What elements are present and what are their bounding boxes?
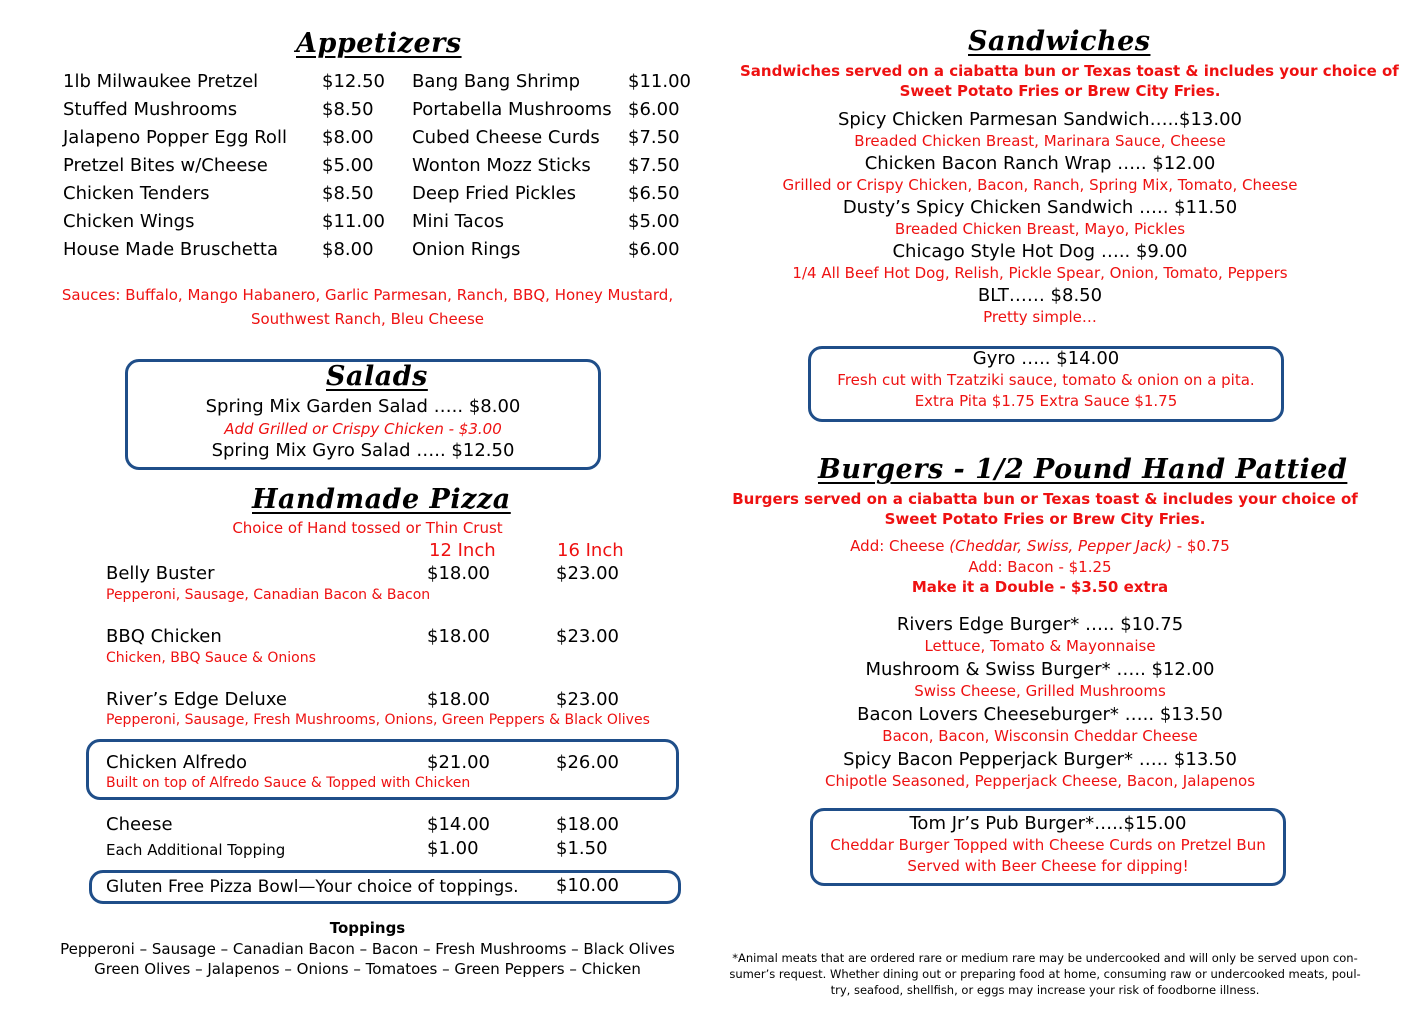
sauces-note — [40, 283, 695, 331]
menu-item: Jalapeno Popper Egg Roll — [63, 127, 287, 148]
add-cheese-label: Add: Cheese — [850, 537, 950, 555]
sandwich-list — [740, 109, 1340, 329]
sandwich-desc: Grilled or Crispy Chicken, Bacon, Ranch, Spring Mix, Tomato, Cheese — [782, 176, 1298, 194]
pizza-price-16: $23.00 — [556, 563, 619, 584]
add-cheese — [740, 537, 1340, 555]
pizza-crust-note: Choice of Hand tossed or Thin Crust — [232, 519, 503, 537]
pub-burger-desc: Served with Beer Cheese for dipping! — [907, 857, 1189, 875]
pizza-price-12: $18.00 — [427, 626, 490, 647]
sandwiches-note-line: Sandwiches served on a ciabatta bun or Texas toast & includes your choice of — [740, 62, 1399, 80]
menu-item-price: $8.00 — [322, 127, 374, 148]
menu-item: Stuffed Mushrooms — [63, 99, 238, 120]
burger-list — [740, 614, 1340, 794]
menu-item: Wonton Mozz Sticks — [412, 155, 591, 176]
burgers-note-line: Sweet Potato Fries or Brew City Fries. — [884, 510, 1206, 528]
menu-item: 1lb Milwaukee Pretzel — [63, 71, 259, 92]
burgers-note-line: Burgers served on a ciabatta bun or Texas toast & includes your choice of — [732, 490, 1358, 508]
burger-desc: Swiss Cheese, Grilled Mushrooms — [914, 682, 1166, 700]
burger-desc: Lettuce, Tomato & Mayonnaise — [924, 637, 1156, 655]
menu-item-price: $6.00 — [628, 239, 680, 260]
pizza-size-12: 12 Inch — [429, 540, 496, 561]
menu-item: Chicken Tenders — [63, 183, 210, 204]
menu-item: Portabella Mushrooms — [412, 99, 612, 120]
appetizers-heading: Appetizers — [296, 28, 462, 59]
pizza-item-name: BBQ Chicken — [106, 626, 222, 647]
toppings-line: Green Olives – Jalapenos – Onions – Tomatoes – Green Peppers – Chicken — [94, 960, 641, 978]
burger-desc: Chipotle Seasoned, Pepperjack Cheese, Bacon, Jalapenos — [824, 772, 1256, 790]
sandwich-item: Spicy Chicken Parmesan Sandwich…..$13.00 — [837, 109, 1243, 130]
menu-item-price: $11.00 — [322, 211, 385, 232]
add-bacon: Add: Bacon - $1.25 — [968, 558, 1112, 576]
gyro-item: Gyro ….. $14.00 — [972, 348, 1120, 369]
sandwich-desc: Breaded Chicken Breast, Marinara Sauce, Cheese — [854, 132, 1226, 150]
salads-heading: Salads — [326, 361, 428, 392]
menu-item-price: $8.50 — [322, 183, 374, 204]
pizza-item-desc: Pepperoni, Sausage, Fresh Mushrooms, Onions, Green Peppers & Black Olives — [106, 712, 650, 728]
pizza-price-12: $18.00 — [427, 563, 490, 584]
add-cheese-price: - $0.75 — [1171, 537, 1230, 555]
menu-item-price: $11.00 — [628, 71, 691, 92]
burger-item: Rivers Edge Burger* ….. $10.75 — [896, 614, 1184, 635]
pizza-item-name: Belly Buster — [106, 563, 215, 584]
sandwich-item: Chicago Style Hot Dog ….. $9.00 — [892, 241, 1188, 262]
salad-item: Spring Mix Gyro Salad ….. $12.50 — [211, 440, 515, 461]
pizza-price-16: $26.00 — [556, 752, 619, 773]
gyro-desc: Fresh cut with Tzatziki sauce, tomato & onion on a pita. — [837, 371, 1255, 389]
menu-item-price: $5.00 — [322, 155, 374, 176]
pizza-cheese-name: Cheese — [106, 814, 173, 835]
burgers-note — [720, 489, 1370, 529]
pizza-size-16: 16 Inch — [557, 540, 624, 561]
menu-item-price: $6.50 — [628, 183, 680, 204]
add-cheese-options: (Cheddar, Swiss, Pepper Jack) — [949, 537, 1172, 555]
menu-item-price: $8.50 — [322, 99, 374, 120]
sandwich-item: BLT…… $8.50 — [977, 285, 1103, 306]
pub-burger-item: Tom Jr’s Pub Burger*…..$15.00 — [909, 813, 1187, 834]
menu-item-price: $8.00 — [322, 239, 374, 260]
gyro-block — [808, 348, 1284, 413]
make-double: Make it a Double - $3.50 extra — [911, 578, 1169, 596]
sauces-line: Southwest Ranch, Bleu Cheese — [250, 310, 485, 328]
pizza-price-16: $18.00 — [556, 814, 619, 835]
sandwiches-heading: Sandwiches — [968, 26, 1151, 57]
pizza-price-12: $14.00 — [427, 814, 490, 835]
pub-burger-desc: Cheddar Burger Topped with Cheese Curds on Pretzel Bun — [830, 836, 1266, 854]
gyro-extras: Extra Pita $1.75 Extra Sauce $1.75 — [914, 392, 1178, 410]
burgers-heading: Burgers - 1/2 Pound Hand Pattied — [818, 454, 1348, 485]
toppings-line: Pepperoni – Sausage – Canadian Bacon – Bacon – Fresh Mushrooms – Black Olives — [60, 940, 675, 958]
sandwich-desc: 1/4 All Beef Hot Dog, Relish, Pickle Spear, Onion, Tomato, Peppers — [792, 264, 1288, 282]
burger-desc: Bacon, Bacon, Wisconsin Cheddar Cheese — [882, 727, 1198, 745]
pizza-item-name: Chicken Alfredo — [106, 752, 248, 773]
burger-item: Mushroom & Swiss Burger* ….. $12.00 — [865, 659, 1215, 680]
disclaimer-line: try, seafood, shellfish, or eggs may increase your risk of foodborne illness. — [830, 983, 1260, 997]
sauces-line: Sauces: Buffalo, Mango Habanero, Garlic Parmesan, Ranch, BBQ, Honey Mustard, — [61, 286, 674, 304]
menu-item: Onion Rings — [412, 239, 521, 260]
sandwich-item: Dusty’s Spicy Chicken Sandwich ….. $11.50 — [842, 197, 1238, 218]
pizza-price-12: $18.00 — [427, 689, 490, 710]
toppings-title: Toppings — [329, 919, 406, 937]
salad-addon: Add Grilled or Crispy Chicken - $3.00 — [224, 420, 502, 438]
pizza-item-desc: Chicken, BBQ Sauce & Onions — [106, 650, 316, 666]
sandwiches-note-line: Sweet Potato Fries or Brew City Fries. — [899, 82, 1221, 100]
pizza-heading: Handmade Pizza — [252, 484, 511, 515]
gluten-free-name: Gluten Free Pizza Bowl—Your choice of toppings. — [106, 877, 519, 897]
menu-item: Pretzel Bites w/Cheese — [63, 155, 268, 176]
pizza-price-12: $1.00 — [427, 838, 479, 859]
sandwiches-note — [740, 61, 1399, 101]
pizza-price-16: $23.00 — [556, 626, 619, 647]
pizza-price-16: $1.50 — [556, 838, 608, 859]
menu-item-price: $12.50 — [322, 71, 385, 92]
menu-item: House Made Bruschetta — [63, 239, 278, 260]
pizza-item-name: River’s Edge Deluxe — [106, 689, 287, 710]
pizza-price-16: $23.00 — [556, 689, 619, 710]
menu-item: Bang Bang Shrimp — [412, 71, 581, 92]
disclaimer-line: *Animal meats that are ordered rare or medium rare may be undercooked and will only be served upon con- — [732, 951, 1358, 965]
menu-item: Chicken Wings — [63, 211, 195, 232]
menu-item-price: $5.00 — [628, 211, 680, 232]
disclaimer-line: sumer’s request. Whether dining out or preparing food at home, consuming raw or undercooked meats, poul- — [729, 967, 1361, 981]
menu-item-price: $7.50 — [628, 127, 680, 148]
foodborne-disclaimer — [700, 950, 1390, 998]
menu-item: Deep Fried Pickles — [412, 183, 577, 204]
pizza-price-12: $21.00 — [427, 752, 490, 773]
menu-item: Cubed Cheese Curds — [412, 127, 600, 148]
gluten-free-price: $10.00 — [556, 875, 619, 896]
pizza-item-desc: Built on top of Alfredo Sauce & Topped with Chicken — [106, 775, 471, 791]
salad-item: Spring Mix Garden Salad ….. $8.00 — [205, 396, 521, 417]
menu-item-price: $7.50 — [628, 155, 680, 176]
burger-item: Bacon Lovers Cheeseburger* ….. $13.50 — [857, 704, 1223, 725]
sandwich-item: Chicken Bacon Ranch Wrap ….. $12.00 — [864, 153, 1216, 174]
menu-item-price: $6.00 — [628, 99, 680, 120]
burger-item: Spicy Bacon Pepperjack Burger* ….. $13.50 — [843, 749, 1237, 770]
menu-item: Mini Tacos — [412, 211, 504, 232]
sandwich-desc: Breaded Chicken Breast, Mayo, Pickles — [894, 220, 1186, 238]
pizza-topping-name: Each Additional Topping — [106, 841, 286, 859]
sandwich-desc: Pretty simple… — [983, 308, 1097, 326]
pizza-item-desc: Pepperoni, Sausage, Canadian Bacon & Bacon — [106, 587, 431, 603]
pub-burger-block — [810, 813, 1286, 878]
